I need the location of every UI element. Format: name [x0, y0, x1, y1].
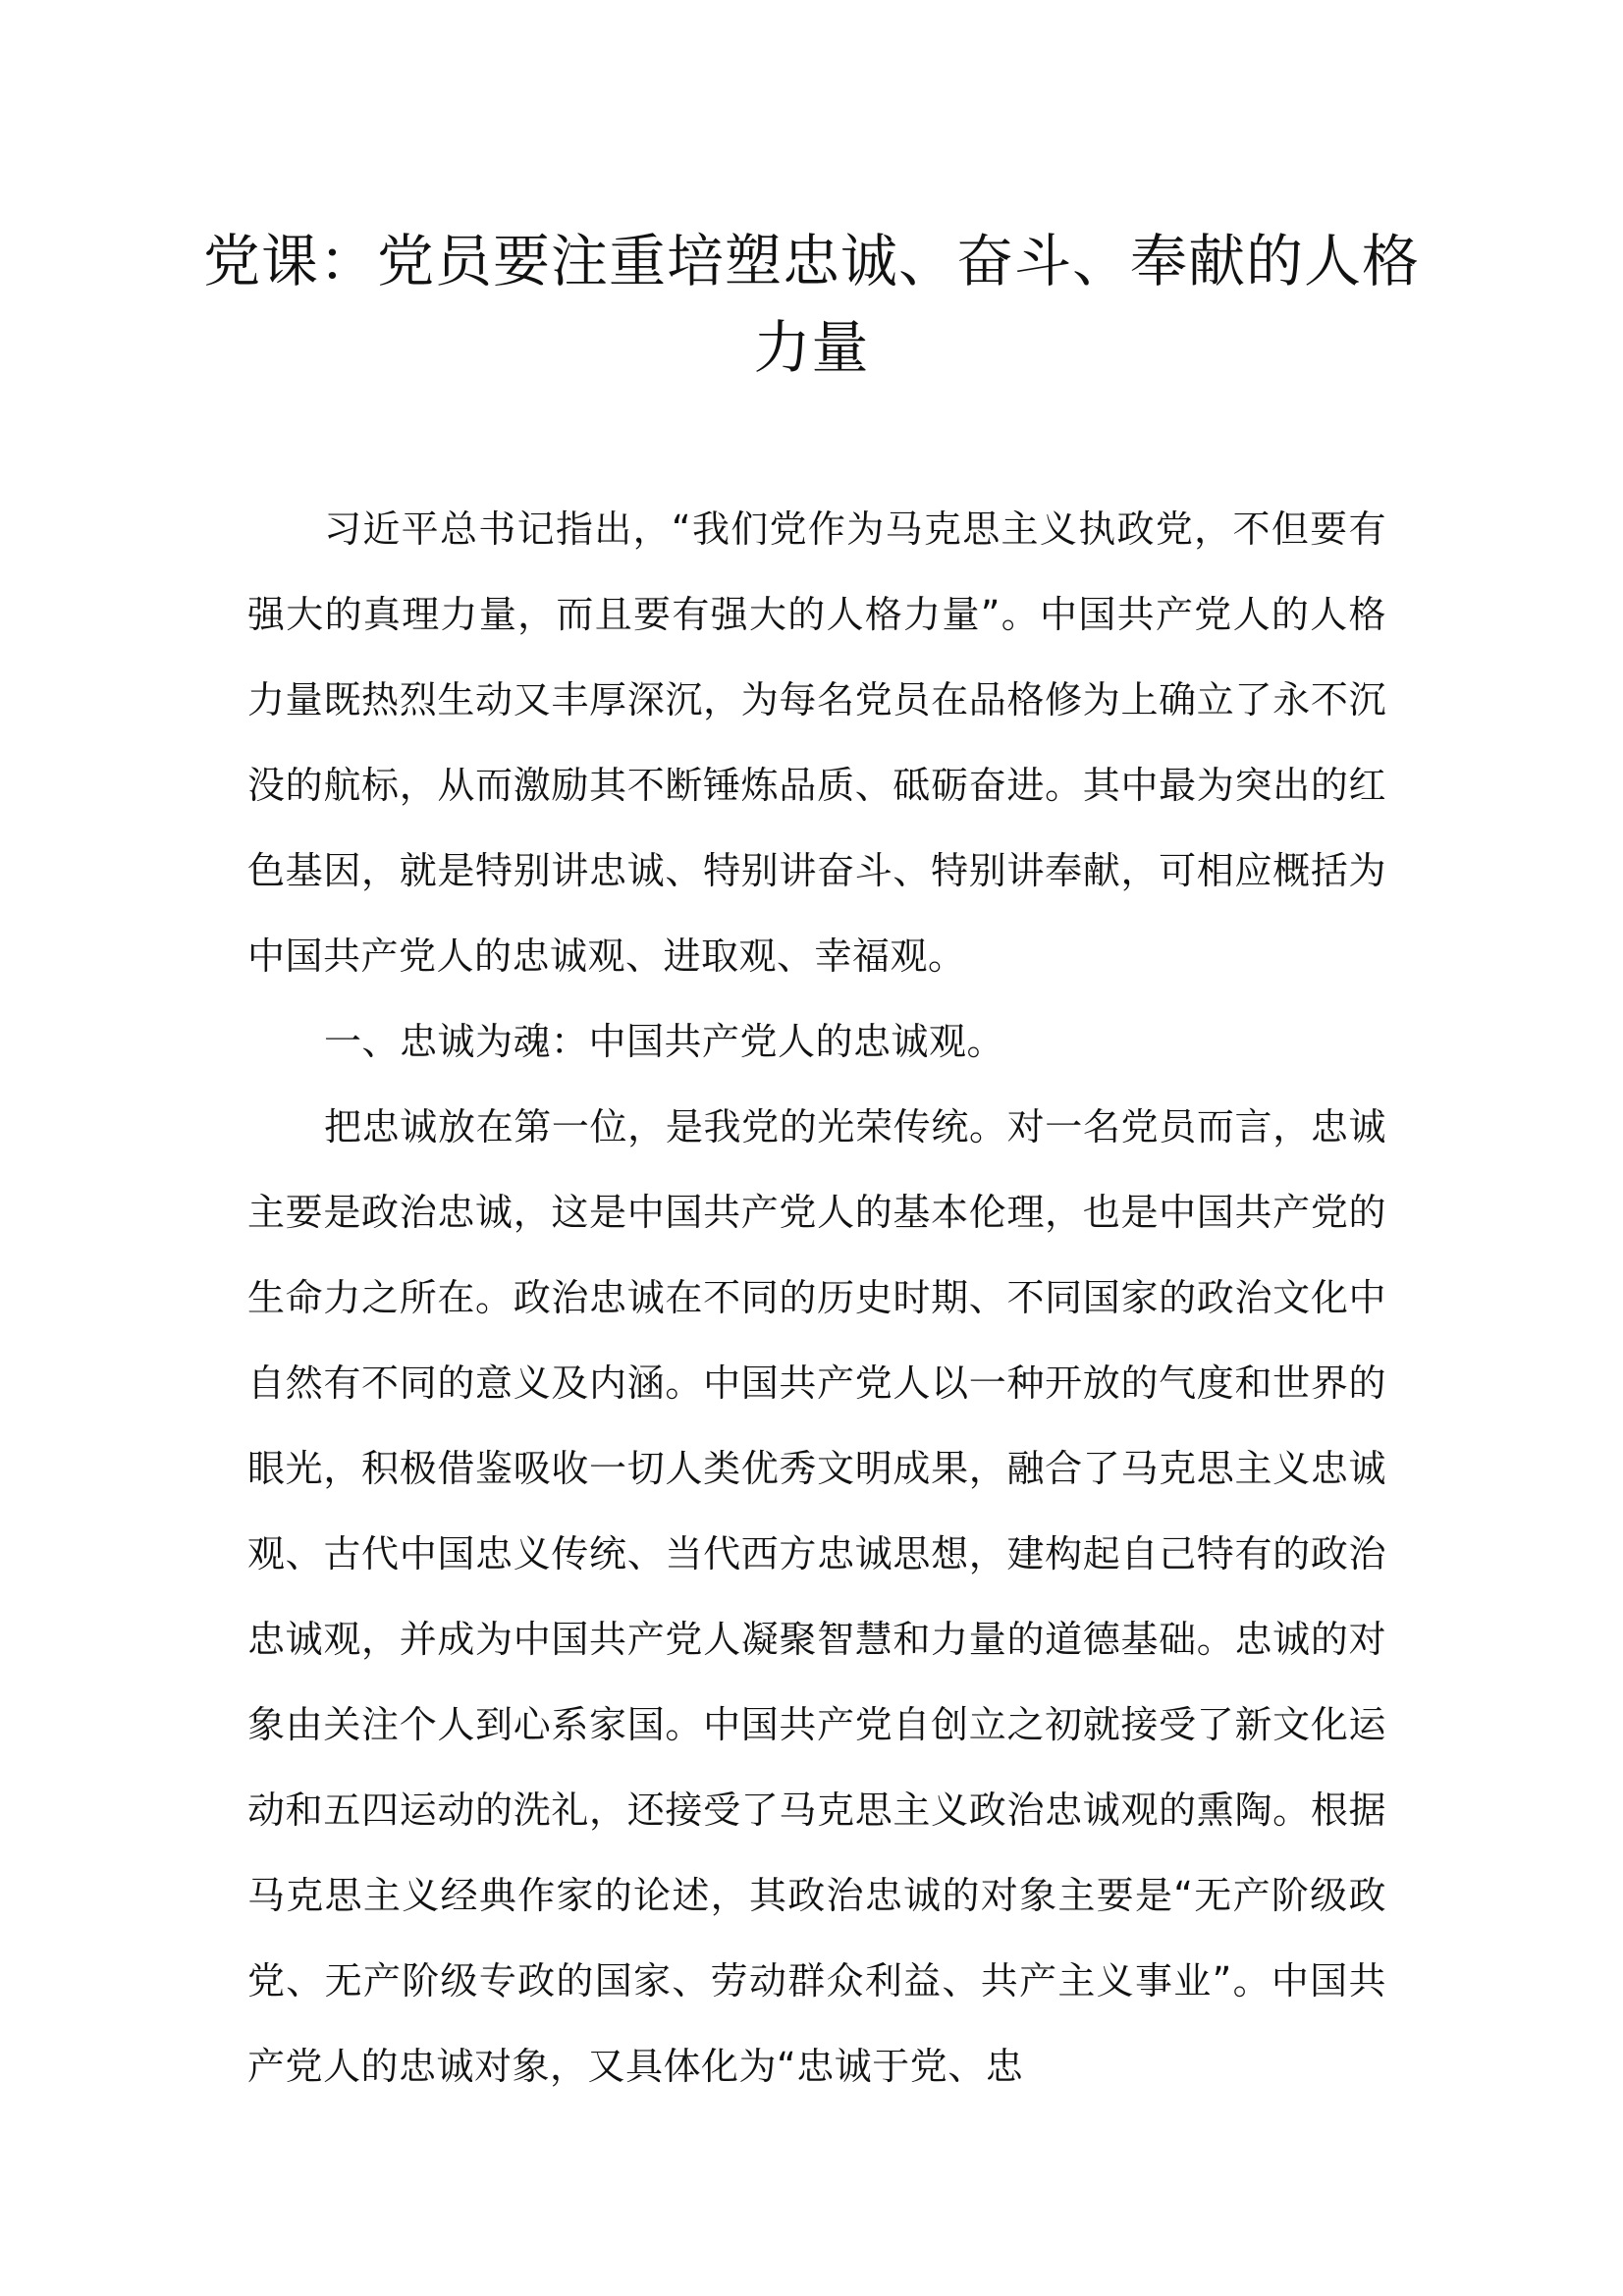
section-heading-loyalty: 一、忠诚为魂：中国共产党人的忠诚观。	[324, 1020, 1005, 1063]
paragraph-intro: 习近平总书记指出，“我们党作为马克思主义执政党，不但要有强大的真理力量，而且要有强大的人格力量”。中国共产党人的人格力量既热烈生动又丰厚深沉，为每名党员在品格修为上确立了永不沉没的航标，从而激励其不断锤炼品质、砥砺奋进。其中最为突出的红色基因，就是特别讲忠诚、特别讲奋斗、特别讲奉献，可相应概括为中国共产党人的忠诚观、进取观、幸福观。	[247, 507, 1386, 978]
document-title: 党课：党员要注重培塑忠诚、奋斗、奉献的人格力量	[202, 228, 1420, 381]
paragraph-loyalty: 把忠诚放在第一位，是我党的光荣传统。对一名党员而言，忠诚主要是政治忠诚，这是中国共产党人的基本伦理，也是中国共产党的生命力之所在。政治忠诚在不同的历史时期、不同国家的政治文化中自然有不同的意义及内涵。中国共产党人以一种开放的气度和世界的眼光，积极借鉴吸收一切人类优秀文明成果，融合了马克思主义忠诚观、古代中国忠义传统、当代西方忠诚思想，建构起自己特有的政治忠诚观，并成为中国共产党人凝聚智慧和力量的道德基础。忠诚的对象由关注个人到心系家国。中国共产党自创立之初就接受了新文化运动和五四运动的洗礼，还接受了马克思主义政治忠诚观的熏陶。根据马克思主义经典作家的论述，其政治忠诚的对象主要是“无产阶级政党、无产阶级专政的国家、劳动群众利益、共产主义事业”。中国共产党人的忠诚对象，又具体化为“忠诚于党、忠	[247, 1105, 1386, 2088]
document-body	[247, 487, 1386, 2109]
